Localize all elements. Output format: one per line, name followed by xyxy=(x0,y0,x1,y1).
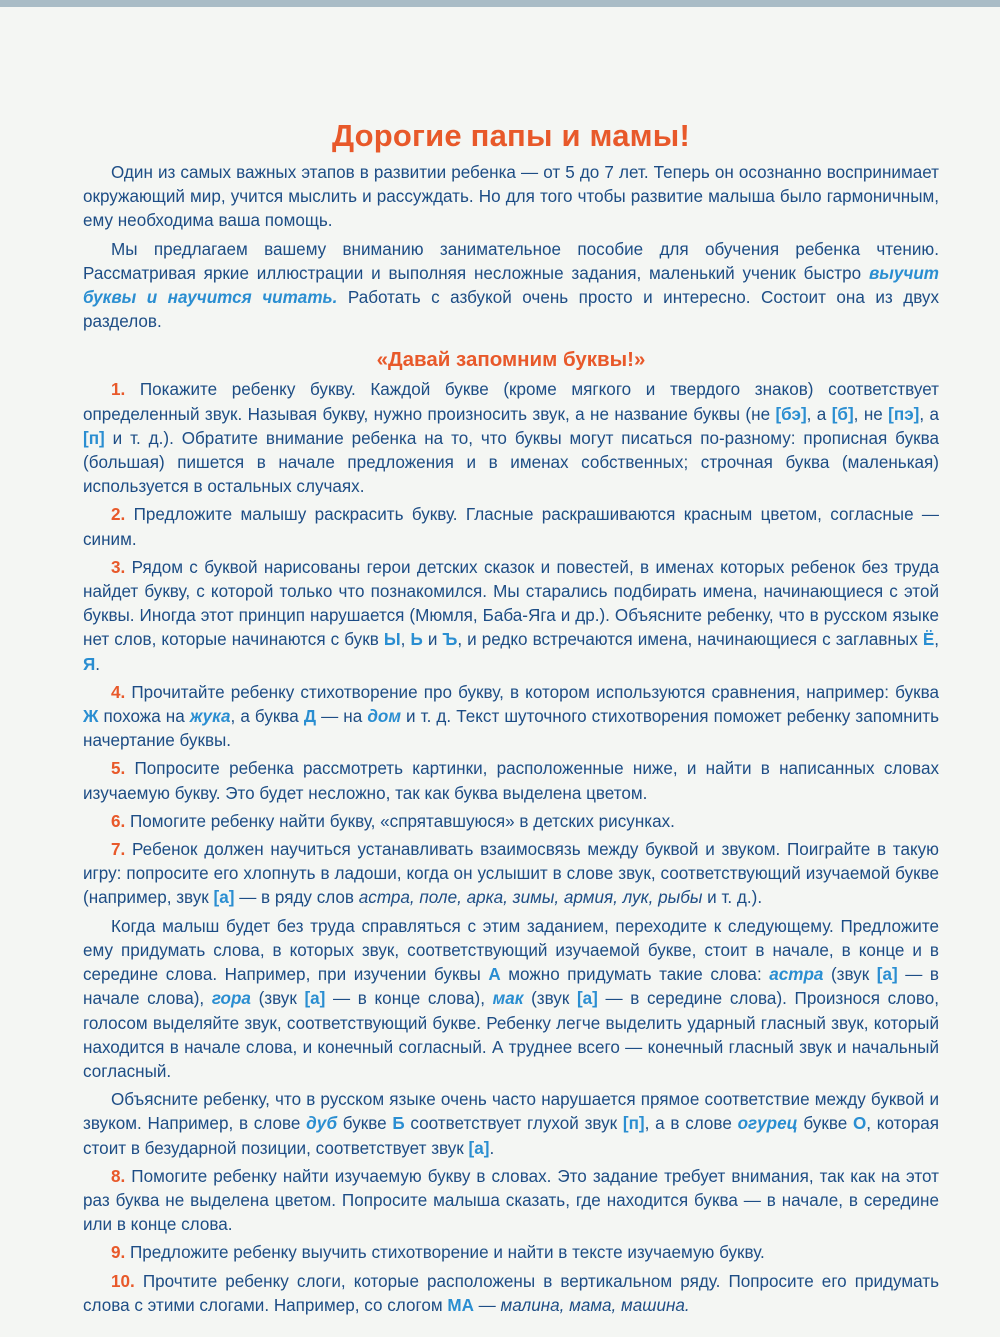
section-title: «Давай запомним буквы!» xyxy=(376,348,646,372)
document-page xyxy=(83,118,939,1322)
list-item-2: 2. Предложите малышу раскрасить букву. Гласные раскрашиваются красным цветом, согласные — синим. xyxy=(83,505,940,549)
item-number: 5. xyxy=(111,759,126,779)
item-number: 2. xyxy=(111,505,126,525)
intro-paragraph-2: Мы предлагаем вашему вниманию занимательное пособие для обучения ребенка чтению. Рассматривая яркие иллюстрации и выполняя несложные задания, маленький ученик быстро выучит буквы и научится читать. Работать с азбукой очень просто и интересно. Состоит она из двух разделов. xyxy=(83,239,939,332)
item-number: 6. xyxy=(111,811,126,831)
list-item-6: 6. Помогите ребенку найти букву, «спрятавшуюся» в детских рисунках. xyxy=(111,811,675,831)
page-title: Дорогие папы и мамы! xyxy=(331,118,691,153)
list-item-7-continued: Когда малыш будет без труда справляться с этим заданием, переходите к следующему. Предложите ему придумать слова, в которых звук, соответствующий изучаемой букве, стоит в начале, в конце и в середине слова. Например, при изучении буквы А можно придумать такие слова: астра (звук [а] — в начале слова), гора (звук [а] — в конце слова), мак (звук [а] — в середине слова). Произнося слово, голосом выделяйте звук, соответствующий букве. Ребенку легче выделить ударный гласный звук, который находится в начале слова, и конечный согласный. А труднее всего — конечный гласный звук и начальный согласный. xyxy=(83,916,939,1081)
item-number: 1. xyxy=(111,380,126,400)
item-number: 4. xyxy=(111,682,126,702)
item-number: 7. xyxy=(111,840,126,860)
list-item-10: 10. Прочтите ребенку слоги, которые расположены в вертикальном ряду. Попросите его придумать слова с этими слогами. Например, со слогом МА — малина, мама, машина. xyxy=(83,1271,940,1315)
item-number: 8. xyxy=(111,1166,126,1186)
list-item-8: 8. Помогите ребенку найти изучаемую букву в словах. Это задание требует внимания, так как на этот раз буква не выделена цветом. Попросите малыша сказать, где находится буква — в начале, в середине или в конце слова. xyxy=(83,1166,940,1235)
list-item-7-explanation: Объясните ребенку, что в русском языке очень часто нарушается прямое соответствие между буквой и звуком. Например, в слове дуб букве Б соответствует глухой звук [п], а в слове огурец букве О, которая стоит в безударной позиции, соответствует звук [а]. xyxy=(83,1090,939,1158)
page-top-edge xyxy=(0,0,1000,7)
emphasis-text: выучит буквы и научится читать. xyxy=(83,263,939,308)
item-number: 10. xyxy=(111,1271,135,1291)
list-item-9: 9. Предложите ребенку выучить стихотворение и найти в тексте изучаемую букву. xyxy=(111,1243,765,1263)
list-item-5: 5. Попросите ребенка рассмотреть картинки, расположенные ниже, и найти в написанных словах изучаемую букву. Это будет несложно, так как буква выделена цветом. xyxy=(83,759,939,803)
list-item-3: 3. Рядом с буквой нарисованы герои детских сказок и повестей, в именах которых ребенок без труда найдет букву, с которой только что познакомился. Мы старались подбирать имена, начинающиеся с этой буквы. Иногда этот принцип нарушается (Мюмля, Баба-Яга и др.). Объясните ребенку, что в русском языке нет слов, которые начинаются с букв Ы, Ь и Ъ, и редко встречаются имена, начинающиеся с заглавных Ё, Я. xyxy=(83,557,939,674)
list-item-1: 1. Покажите ребенку букву. Каждой букве (кроме мягкого и твердого знаков) соответствует определенный звук. Называя букву, нужно произносить звук, а не название буквы (не [бэ], а [б], не [пэ], а [п] и т. д.). Обратите внимание ребенка на то, что буквы могут писаться по-разному: прописная буква (большая) пишется в начале предложения и в именах собственных; строчная буква (маленькая) используется в остальных случаях. xyxy=(83,380,939,497)
list-item-4: 4. Прочитайте ребенку стихотворение про букву, в котором используются сравнения, например: буква Ж похожа на жука, а буква Д — на дом и т. д. Текст шуточного стихотворения поможет ребенку запомнить начертание буквы. xyxy=(83,682,939,751)
item-number: 3. xyxy=(111,557,126,577)
intro-paragraph-1: Один из самых важных этапов в развитии ребенка — от 5 до 7 лет. Теперь он осознанно воспринимает окружающий мир, учится мыслить и рассуждать. Но для того чтобы развитие малыша было гармоничным, ему необходима ваша помощь. xyxy=(83,163,939,231)
item-number: 9. xyxy=(111,1243,126,1263)
list-item-7: 7. Ребенок должен научиться устанавливать взаимосвязь между буквой и звуком. Поиграйте в такую игру: попросите его хлопнуть в ладоши, когда он услышит в слове звук, соответствующий изучаемой букве (например, звук [а] — в ряду слов астра, поле, арка, зимы, армия, лук, рыбы и т. д.). xyxy=(83,840,939,908)
